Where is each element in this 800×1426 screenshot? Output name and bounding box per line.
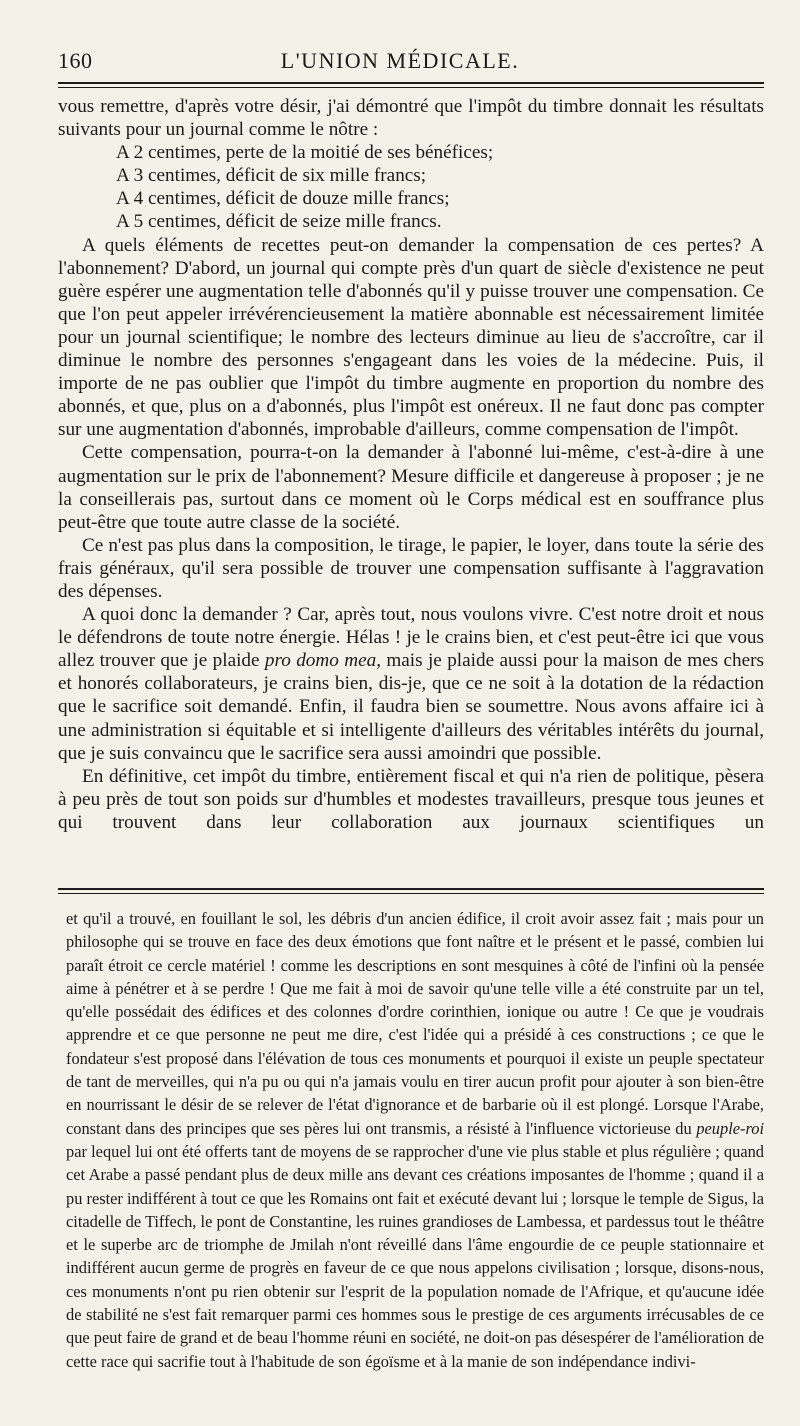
paragraph-compensation: A quels éléments de recettes peut-on demander la compensation de ces pertes? A l'abonnement? D'abord, un journal qui compte près d'un quart de siècle d'existence ne peut guère espérer une augmentation telle d'abonnés qu'il y puisse trouver une compensation. Ce que l'on peut appeler irrévérencieusement la matière abonnable est nécessairement limitée pour un journal scientifique; le nombre des lecteurs diminue au lieu de s'accroître, car il diminue le nombre des personnes s'engageant dans les voies de la médecine. Puis, il importe de ne pas oublier que l'impôt du timbre augmente en proportion du nombre des abonnés, et que, plus on a d'abonnés, plus l'impôt est onéreux. Il ne faut donc pas compter sur une augmentation d'abonnés, improbable d'ailleurs, comme compensation de l'impôt. [58, 234, 764, 441]
text-run: , mais je plaide aussi pour la maison de mes chers et honorés collaborateurs, je crains bien, dis-je, que ce ne soit à la dotation de la rédaction que le sacrifice soit demandé. Enfin, il faudra bien se soumettre. Nous avons affaire ici à une administration si équitable et si intelligente d'ailleurs des véritables intérêts du journal, que je suis convaincu que le sacrifice sera aussi amoindri que possible. [58, 650, 764, 764]
intro-paragraph: vous remettre, d'après votre désir, j'ai démontré que l'impôt du timbre donnait les résultats suivants pour un journal comme le nôtre : [58, 96, 764, 141]
footnote-rule [58, 888, 764, 890]
text-run: et qu'il a trouvé, en fouillant le sol, les débris d'un ancien édifice, il croit avoir assez fait ; mais pour un philosophe qui se trouve en face des deux émotions que font naître et le présent et le passé, combien lui paraît étroit ce cercle matériel ! comme les descriptions en sont mesquines à côté de l'infini où la pensée aime à pénétrer et à se perdre ! Que me fait à moi de savoir qu'une telle ville a été construite par un tel, qu'elle possédait des édifices et des colonnes d'ordre corinthien, ionique ou autre ! Ce que je voudrais apprendre et ce que personne ne peut me dire, c'est l'idée qui a présidé à ces constructions ; ce que le fondateur s'est proposé dans l'élévation de tous ces monuments et pourquoi il existe un peuple spectateur de tant de merveilles, qui n'a pu ou qui n'a jamais voulu en tirer aucun profit pour ajouter à son bien-être en nourrissant le désir de se relever de l'état d'ignorance et de barbarie où il est plongé. Lorsque l'Arabe, constant dans des principes que ses pères lui ont transmis, a résisté à l'influence victorieuse du [66, 909, 764, 1138]
text-run: par lequel lui ont été offerts tant de moyens de se rapprocher d'une vie plus stable et plus régulière ; quand cet Arabe a passé pendant plus de deux mille ans devant ces créations imposantes de l'homme ; quand il a pu rester indifférent à tout ce que les Romains ont fait et exécuté devant lui ; lorsque le temple de Sigus, la citadelle de Tiffech, le pont de Constantine, les ruines grandioses de Lambessa, et pardessus tout le théâtre et le superbe arc de triomphe de Jmilah n'ont réveillé dans l'âme engourdie de ce peuple stationnaire et indifférent aucun germe de progrès en faveur de ce que nous appelons civilisation ; lorsque, disons-nous, ces monuments n'ont pu rien obtenir sur l'esprit de la population nomade de l'Afrique, et qu'aucune idée de stabilité ne s'est fait remarquer parmi ces hommes sous le prestige de ces arguments irrécusables de ce que peut faire de grand et de beau l'homme réuni en société, ne doit-on pas désespérer de l'amélioration de cette race qui sacrifie tout à l'habitude de son égoïsme et à la manie de son indépendance indivi- [66, 1141, 764, 1371]
running-title: L'UNION MÉDICALE. [280, 48, 520, 73]
paragraph-editorial [58, 603, 764, 765]
list-item: A 5 centimes, déficit de seize mille francs. [116, 211, 442, 233]
list-item: A 3 centimes, déficit de six mille francs; [116, 165, 427, 187]
header-rule [58, 82, 764, 84]
paragraph-subscriber: Cette compensation, pourra-t-on la demander à l'abonné lui-même, c'est-à-dire à une augmentation sur le prix de l'abonnement? Mesure difficile et dangereuse à proposer ; je ne la conseillerais pas, surtout dans ce moment où le Corps médical est en souffrance plus peut-être que toute autre classe de la société. [58, 442, 764, 533]
loss-list [58, 141, 764, 233]
footnote-rule-thin [58, 893, 764, 894]
paragraph-conclusion: En définitive, cet impôt du timbre, entièrement fiscal et qui n'a rien de politique, pèsera à peu près de tout son poids sur d'humbles et modestes travailleurs, presque tous jeunes et qui trouvent dans leur collaboration aux journaux scientifiques un [58, 765, 764, 833]
footnote-paragraph [66, 907, 764, 1373]
list-item: A 4 centimes, déficit de douze mille francs; [116, 188, 450, 210]
page-header [0, 42, 800, 78]
text-run: A quoi donc la demander ? Car, après tout, nous voulons vivre. C'est notre droit et nous le défendrons de toute notre énergie. Hélas ! je le crains bien, et c'est peut-être ici que vous allez trouver que je plaide [58, 604, 764, 672]
footnote-text [66, 907, 764, 1373]
list-item: A 2 centimes, perte de la moitié de ses bénéfices; [116, 142, 494, 164]
latin-phrase: peuple-roi [696, 1118, 764, 1138]
latin-phrase: pro domo mea [264, 650, 377, 672]
main-text [58, 95, 764, 834]
header-rule-thin [58, 87, 764, 88]
page-number: 160 [58, 48, 93, 73]
paragraph-expenses: Ce n'est pas plus dans la composition, le tirage, le papier, le loyer, dans toute la série des frais généraux, qu'il sera possible de trouver une compensation suffisante à l'aggravation des dépenses. [58, 534, 764, 602]
